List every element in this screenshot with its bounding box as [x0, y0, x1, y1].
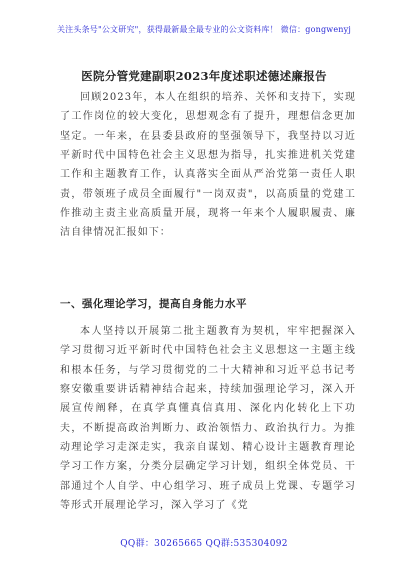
- paragraph-section-1: 本人坚持以开展第二批主题教育为契机，牢牢把握深入学习贯彻习近平新时代中国特色社会主义思想这一主题主线和根本任务，与学习贯彻党的二十大精神和习近平总书记考察安徽重要讲话精神结合起来，持续加强理论学习，深入开展宣传阐释，在真学真懂真信真用、深化内化转化上下功夫，不断提高政治判断力、政治领悟力、政治执行力。为推动理论学习走深走实，我亲自谋划、精心设计主题教育理论学习工作方案，分类分层确定学习计划，组织全体党员、干部通过个人自学、中心组学习、班子成员上党课、专题学习等形式开展理论学习，深入学习了《党: [60, 326, 356, 512]
- top-banner: 关注头条号"公文研究"，获得最新最全最专业的公文资料库！ 微信：gongwenyj: [56, 25, 352, 34]
- document-title: 医院分管党建副职2023年度述职述德述廉报告: [81, 69, 327, 83]
- section-heading-1: 一、强化理论学习，提高自身能力水平: [60, 298, 247, 310]
- footer-qq-groups: QQ群：30265665 QQ群:535304092: [120, 539, 288, 549]
- paragraph-intro: 回顾2023年，本人在组织的培养、关怀和支持下，实现了工作岗位的较大变化，思想观念有了提升，理想信念更加坚定。一年来，在县委县政府的坚强领导下，我坚持以习近平新时代中国特色社会主义思想为指导，扎实推进机关党建工作和主题教育工作，认真落实全面从严治党第一责任人职责，带领班子成员全面履行"一岗双责"，以高质量的党建工作推动主责主业高质量开展，现将一年来个人履职履责、廉洁自律情况汇报如下：: [60, 92, 356, 239]
